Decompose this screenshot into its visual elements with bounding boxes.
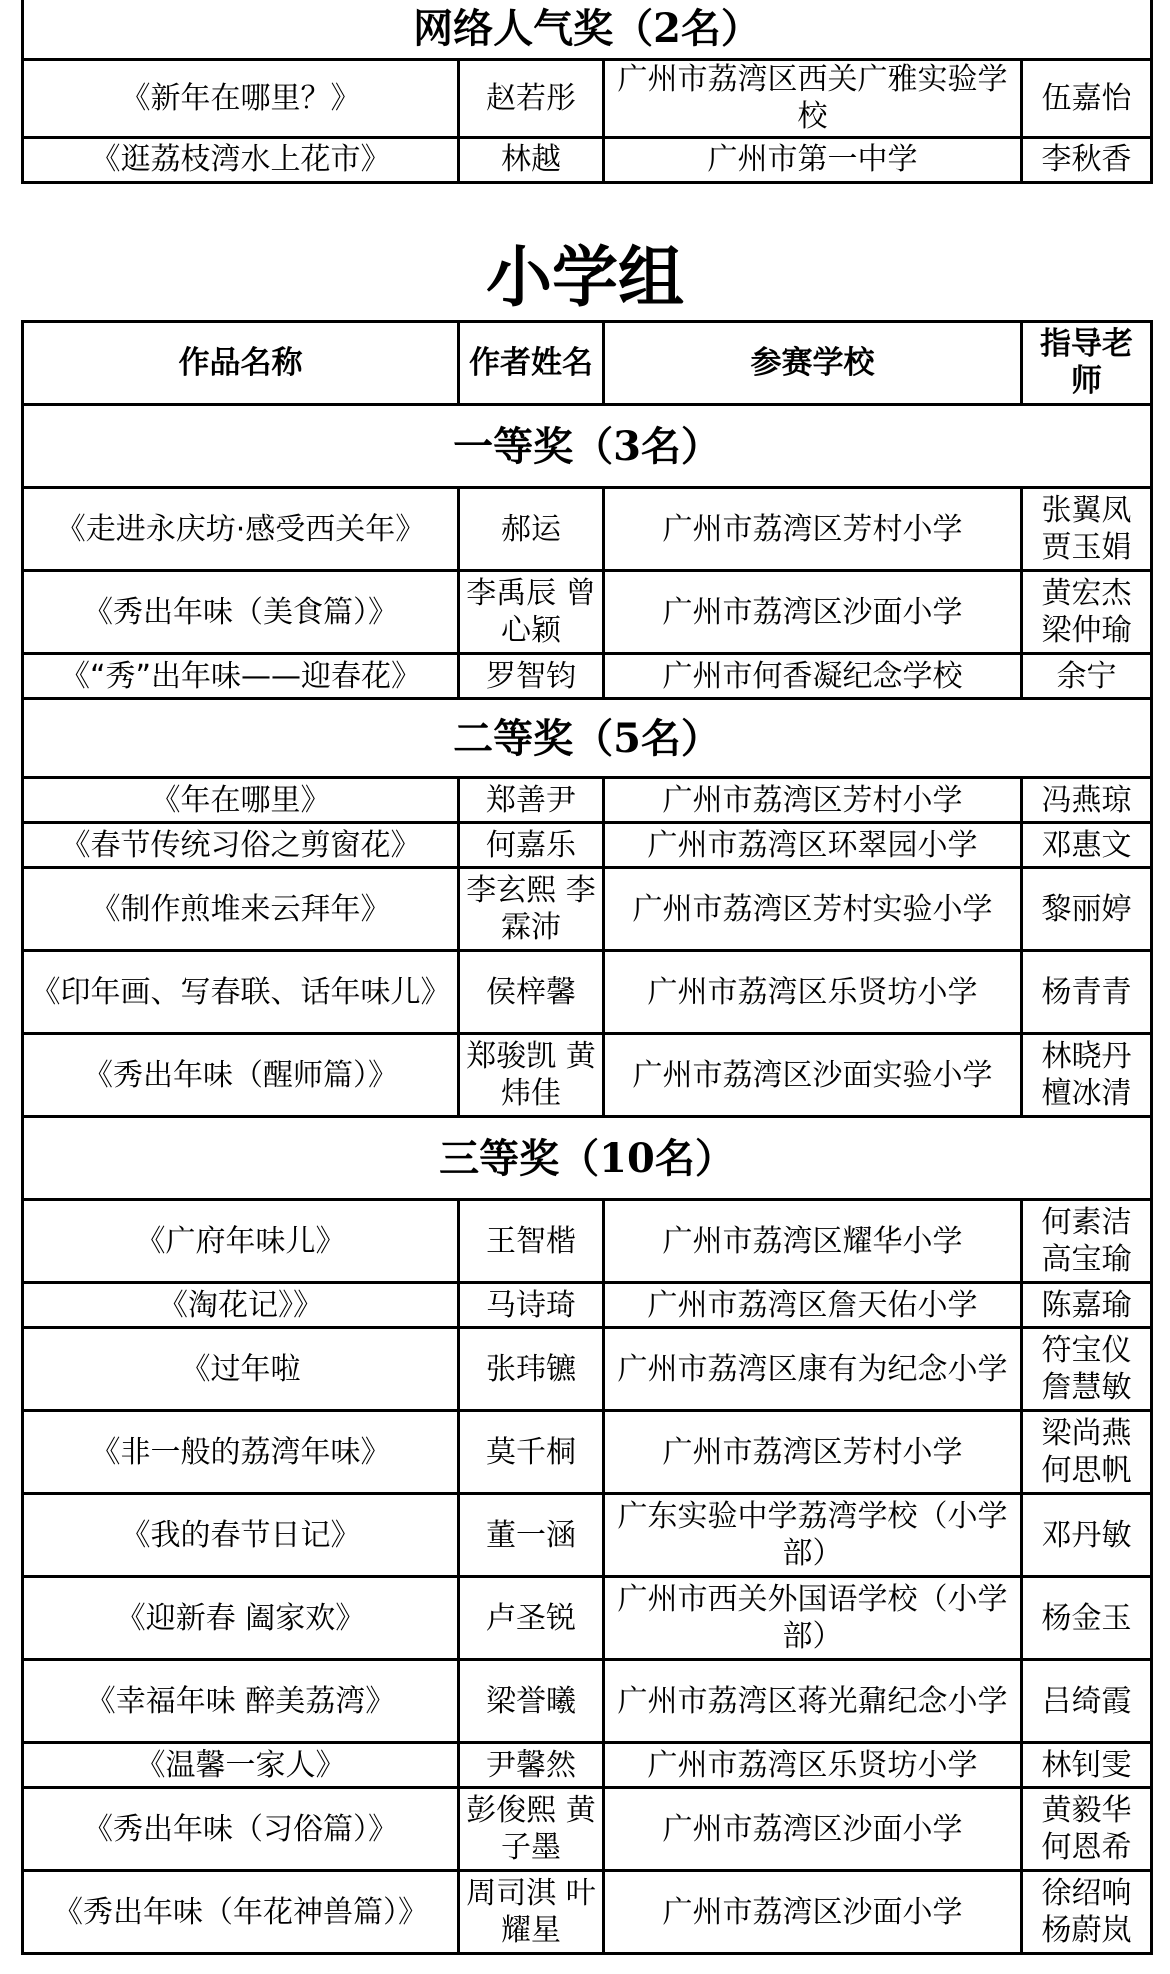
work-title: 《秀出年味（年花神兽篇）》: [23, 1871, 459, 1954]
work-title: 《“秀”出年味——迎春花》: [23, 654, 459, 699]
teacher-name: 李秋香: [1022, 137, 1152, 182]
teacher-name: 符宝仪 詹慧敏: [1022, 1328, 1152, 1411]
school-name: 广州市何香凝纪念学校: [604, 654, 1022, 699]
table-row: [23, 1034, 1152, 1117]
work-title: 《秀出年味（美食篇）》: [23, 571, 459, 654]
work-title: 《印年画、写春联、话年味儿》: [23, 951, 459, 1034]
author-name: 郑骏凯 黄炜佳: [459, 1034, 604, 1117]
author-name: 李禹辰 曾心颖: [459, 571, 604, 654]
teacher-name: 林钊雯: [1022, 1743, 1152, 1788]
table-row: [23, 1411, 1152, 1494]
author-name: 罗智钧: [459, 654, 604, 699]
table-row: [23, 654, 1152, 699]
work-title: 《制作煎堆来云拜年》: [23, 868, 459, 951]
work-title: 《逛荔枝湾水上花市》: [23, 137, 459, 182]
school-name: 广东实验中学荔湾学校（小学部）: [604, 1494, 1022, 1577]
author-name: 周司淇 叶耀星: [459, 1871, 604, 1954]
work-title: 《温馨一家人》: [23, 1743, 459, 1788]
school-name: 广州市荔湾区沙面小学: [604, 1871, 1022, 1954]
school-name: 广州市荔湾区沙面小学: [604, 1788, 1022, 1871]
school-name: 广州市荔湾区环翠园小学: [604, 823, 1022, 868]
teacher-name: 余宁: [1022, 654, 1152, 699]
author-name: 侯梓馨: [459, 951, 604, 1034]
teacher-name: 陈嘉瑜: [1022, 1283, 1152, 1328]
school-name: 广州市荔湾区芳村实验小学: [604, 868, 1022, 951]
table-row: [23, 137, 1152, 182]
award-heading: 网络人气奖（2名）: [23, 0, 1152, 59]
work-title: 《春节传统习俗之剪窗花》: [23, 823, 459, 868]
table-row: [23, 1577, 1152, 1660]
table-row: [23, 1871, 1152, 1954]
teacher-name: 黄宏杰 梁仲瑜: [1022, 571, 1152, 654]
work-title: 《秀出年味（醒师篇）》: [23, 1034, 459, 1117]
award-heading: 三等奖（10名）: [23, 1117, 1152, 1200]
teacher-name: 伍嘉怡: [1022, 59, 1152, 137]
author-name: 李玄熙 李霖沛: [459, 868, 604, 951]
author-name: 王智楷: [459, 1200, 604, 1283]
school-name: 广州市荔湾区沙面小学: [604, 571, 1022, 654]
teacher-name: 黎丽婷: [1022, 868, 1152, 951]
author-name: 郑善尹: [459, 778, 604, 823]
author-name: 卢圣锐: [459, 1577, 604, 1660]
table-row: [23, 1494, 1152, 1577]
work-title: 《过年啦: [23, 1328, 459, 1411]
table-row: [23, 1328, 1152, 1411]
author-name: 张玮镳: [459, 1328, 604, 1411]
table-row: [23, 1743, 1152, 1788]
school-name: 广州市荔湾区詹天佑小学: [604, 1283, 1022, 1328]
award-heading: 一等奖（3名）: [23, 405, 1152, 488]
teacher-name: 邓丹敏: [1022, 1494, 1152, 1577]
award-heading: 二等奖（5名）: [23, 699, 1152, 778]
header-row: [23, 322, 1152, 405]
author-name: 尹馨然: [459, 1743, 604, 1788]
author-name: 赵若彤: [459, 59, 604, 137]
school-name: 广州市荔湾区乐贤坊小学: [604, 951, 1022, 1034]
popularity-award-table: [21, 0, 1153, 184]
work-title: 《走进永庆坊·感受西关年》: [23, 488, 459, 571]
teacher-name: 邓惠文: [1022, 823, 1152, 868]
author-name: 董一涵: [459, 1494, 604, 1577]
table-row: [23, 59, 1152, 137]
teacher-name: 张翼凤 贾玉娟: [1022, 488, 1152, 571]
table-row: [23, 1788, 1152, 1871]
school-name: 广州市荔湾区芳村小学: [604, 488, 1022, 571]
author-name: 莫千桐: [459, 1411, 604, 1494]
school-name: 广州市荔湾区芳村小学: [604, 1411, 1022, 1494]
table-row: [23, 778, 1152, 823]
teacher-name: 梁尚燕 何思帆: [1022, 1411, 1152, 1494]
teacher-name: 何素洁 高宝瑜: [1022, 1200, 1152, 1283]
school-name: 广州市第一中学: [604, 137, 1022, 182]
table-row: [23, 1283, 1152, 1328]
table-row: [23, 488, 1152, 571]
work-title: 《迎新春 阖家欢》: [23, 1577, 459, 1660]
header-author: 作者姓名: [459, 322, 604, 405]
primary-group-table: [21, 320, 1153, 1955]
work-title: 《新年在哪里？》: [23, 59, 459, 137]
school-name: 广州市荔湾区西关广雅实验学校: [604, 59, 1022, 137]
header-work-title: 作品名称: [23, 322, 459, 405]
work-title: 《秀出年味（习俗篇）》: [23, 1788, 459, 1871]
school-name: 广州市荔湾区康有为纪念小学: [604, 1328, 1022, 1411]
work-title: 《我的春节日记》: [23, 1494, 459, 1577]
teacher-name: 冯燕琼: [1022, 778, 1152, 823]
header-school: 参赛学校: [604, 322, 1022, 405]
author-name: 梁誉曦: [459, 1660, 604, 1743]
table-row: [23, 951, 1152, 1034]
header-teacher: 指导老师: [1022, 322, 1152, 405]
school-name: 广州市西关外国语学校（小学部）: [604, 1577, 1022, 1660]
school-name: 广州市荔湾区沙面实验小学: [604, 1034, 1022, 1117]
teacher-name: 杨青青: [1022, 951, 1152, 1034]
table-row: [23, 868, 1152, 951]
work-title: 《非一般的荔湾年味》: [23, 1411, 459, 1494]
group-title: 小学组: [486, 239, 684, 316]
school-name: 广州市荔湾区耀华小学: [604, 1200, 1022, 1283]
table-row: [23, 823, 1152, 868]
work-title: 《淘花记》》: [23, 1283, 459, 1328]
teacher-name: 林晓丹 檀冰清: [1022, 1034, 1152, 1117]
teacher-name: 黄毅华 何恩希: [1022, 1788, 1152, 1871]
work-title: 《年在哪里》: [23, 778, 459, 823]
teacher-name: 吕绮霞: [1022, 1660, 1152, 1743]
work-title: 《广府年味儿》: [23, 1200, 459, 1283]
author-name: 马诗琦: [459, 1283, 604, 1328]
table-row: [23, 1660, 1152, 1743]
work-title: 《幸福年味 醉美荔湾》: [23, 1660, 459, 1743]
school-name: 广州市荔湾区芳村小学: [604, 778, 1022, 823]
table-row: [23, 1200, 1152, 1283]
author-name: 彭俊熙 黄子墨: [459, 1788, 604, 1871]
author-name: 郝运: [459, 488, 604, 571]
school-name: 广州市荔湾区乐贤坊小学: [604, 1743, 1022, 1788]
author-name: 何嘉乐: [459, 823, 604, 868]
school-name: 广州市荔湾区蒋光鼐纪念小学: [604, 1660, 1022, 1743]
teacher-name: 徐绍响 杨蔚岚: [1022, 1871, 1152, 1954]
author-name: 林越: [459, 137, 604, 182]
teacher-name: 杨金玉: [1022, 1577, 1152, 1660]
table-row: [23, 571, 1152, 654]
